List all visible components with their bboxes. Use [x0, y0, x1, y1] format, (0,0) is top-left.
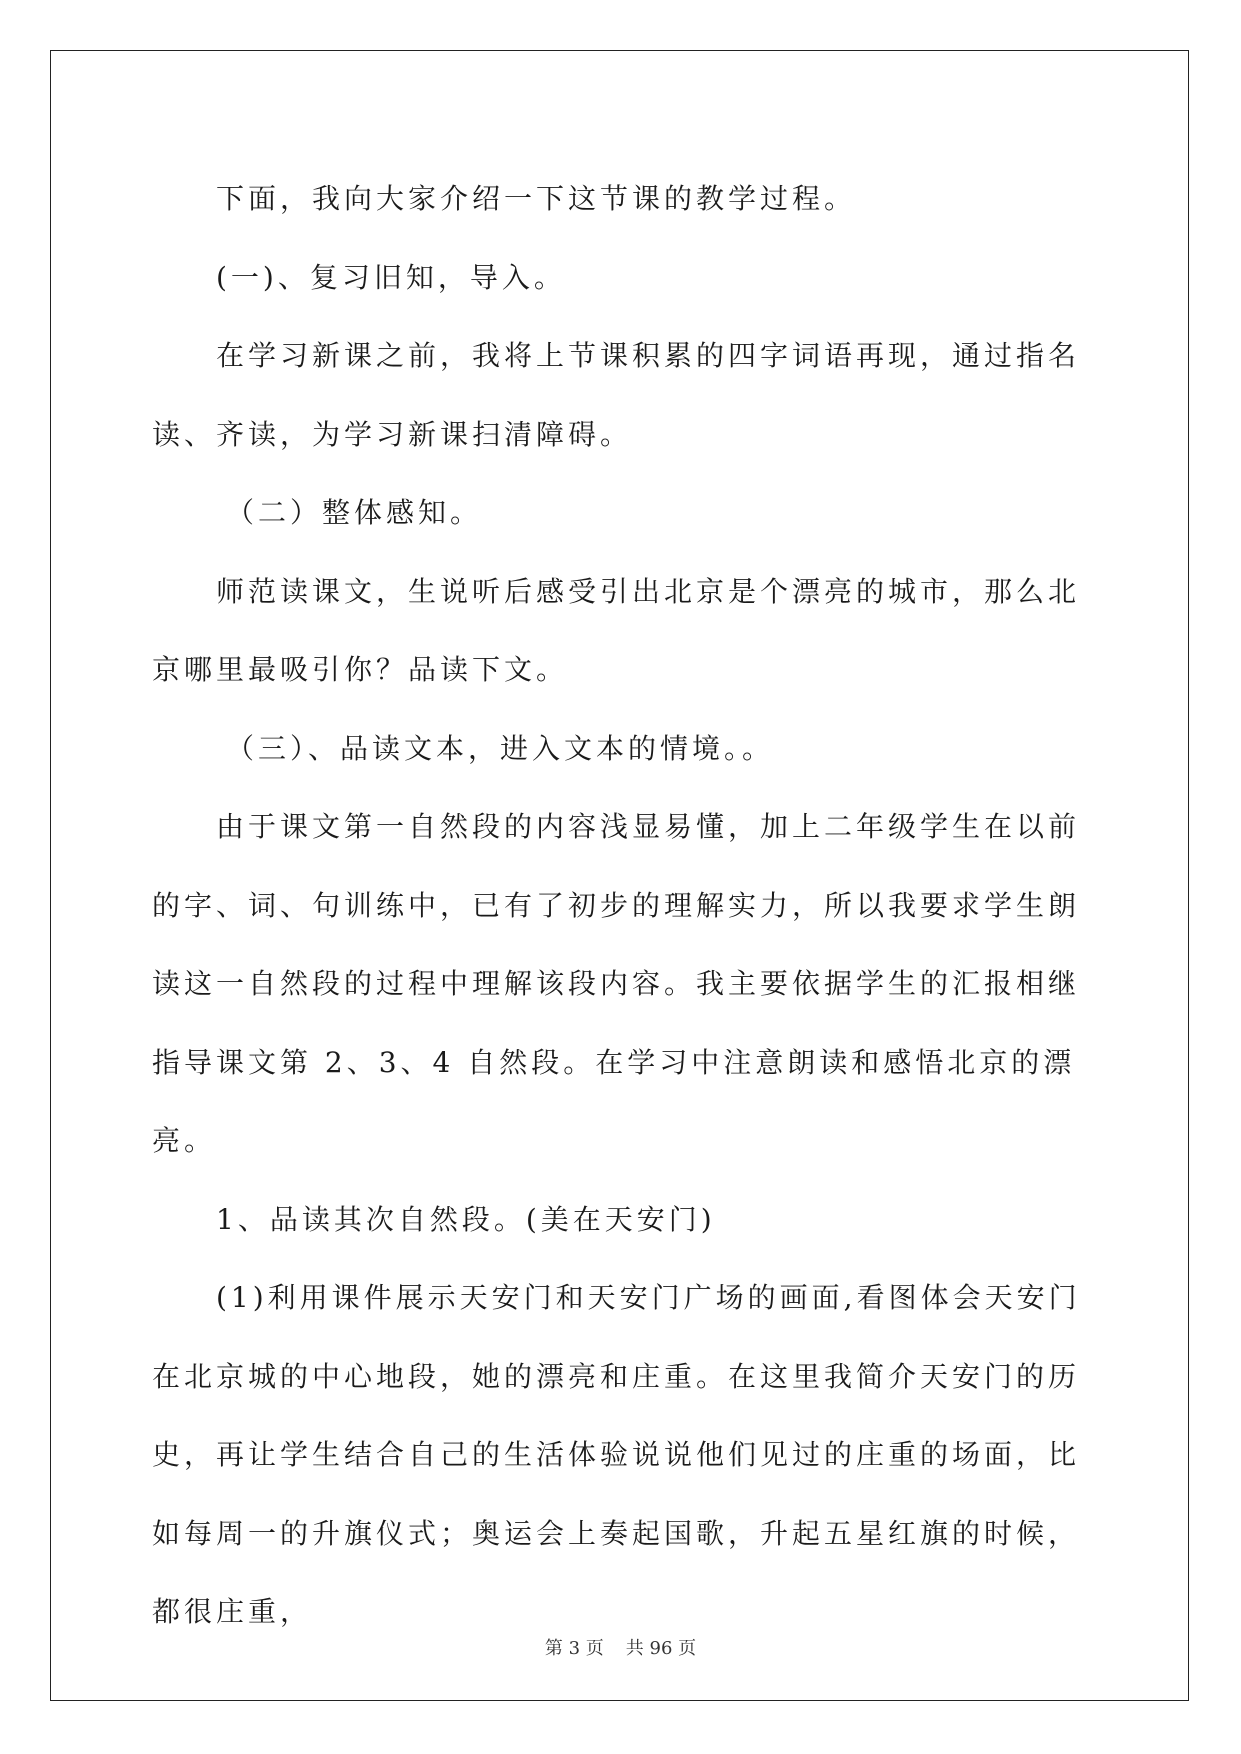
section-heading-review: (一)、复习旧知，导入。	[216, 260, 566, 294]
paragraph-reading: 由于课文第一自然段的内容浅显易懂，加上二年级学生在以前的字、词、句训练中，已有了初步的理解实力，所以我要求学生朗读这一自然段的过程中理解该段内容。我主要依据学生的汇报相继指导课文第 2、3、4 自然段。在学习中注意朗读和感悟北京的漂亮。	[152, 810, 1081, 1157]
page-footer	[0, 1634, 1241, 1660]
paragraph-review: 在学习新课之前，我将上节课积累的四字词语再现，通过指名读、齐读，为学习新课扫清障碍。	[152, 339, 1081, 451]
section-heading-overview: （二）整体感知。	[226, 496, 483, 529]
subheading-tiananmen: 1、品读其次自然段。(美在天安门)	[216, 1202, 716, 1236]
section-heading-reading: （三）、品读文本，进入文本的情境。。	[226, 731, 775, 765]
paragraph-overview: 师范读课文，生说听后感受引出北京是个漂亮的城市，那么北京哪里最吸引你？品读下文。	[152, 574, 1081, 686]
page-number: 第 3 页	[544, 1638, 604, 1659]
page-total: 共 96 页	[625, 1638, 697, 1659]
paragraph-tiananmen: (1)利用课件展示天安门和天安门广场的画面,看图体会天安门在北京城的中心地段，她的漂亮和庄重。在这里我简介天安门的历史，再让学生结合自己的生活体验说说他们见过的庄重的场面，比如每周一的升旗仪式；奥运会上奏起国歌，升起五星红旗的时候，都很庄重，	[152, 1281, 1081, 1628]
paragraph-intro: 下面，我向大家介绍一下这节课的教学过程。	[216, 182, 857, 215]
document-body	[152, 160, 1092, 1652]
